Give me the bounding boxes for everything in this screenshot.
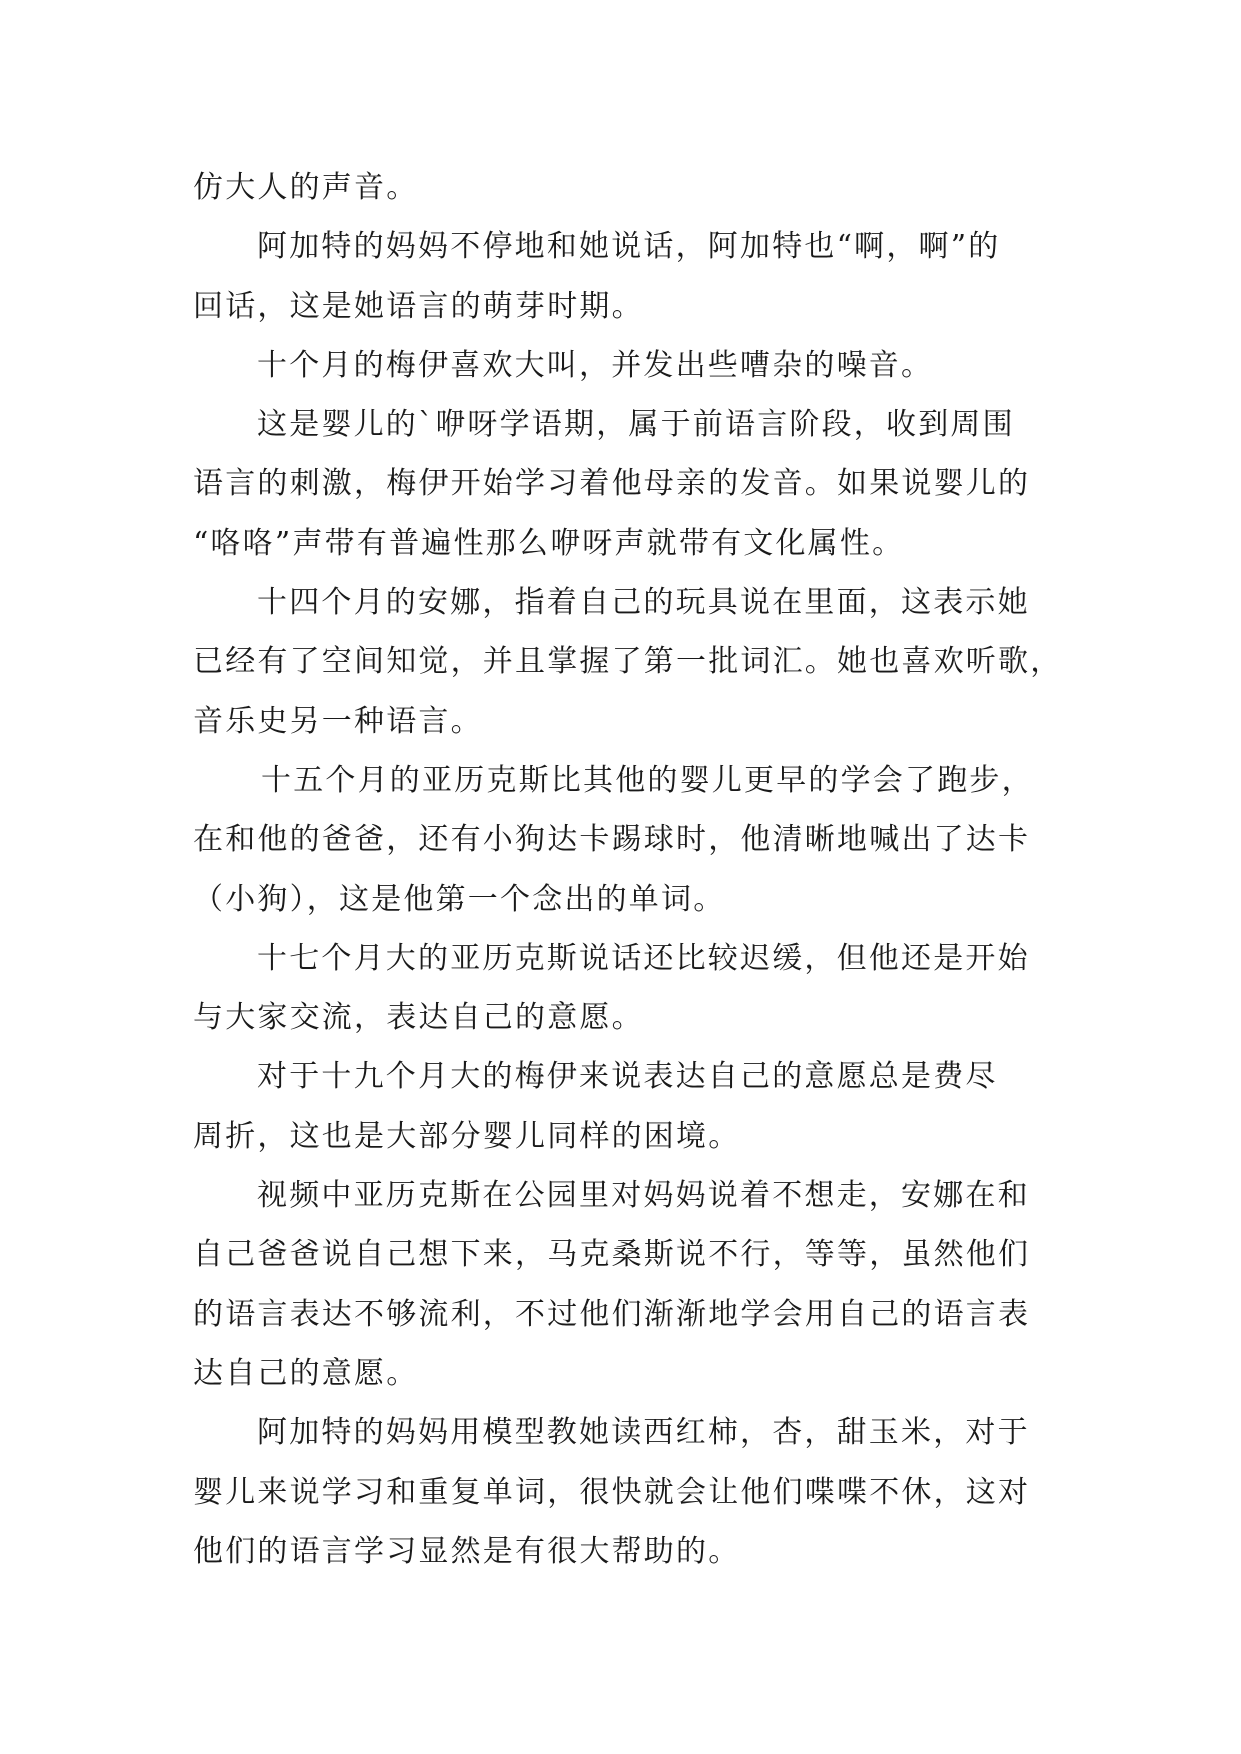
paragraph-first-line: 阿加特的妈妈用模型教她读西红柿，杏，甜玉米，对于 <box>257 1415 1030 1451</box>
text-line: 在和他的爸爸，还有小狗达卡踢球时，他清晰地喊出了达卡 <box>193 822 1031 858</box>
paragraph-first-line: 阿加特的妈妈不停地和她说话，阿加特也“啊，啊”的 <box>257 229 1001 265</box>
paragraph-first-line: 十个月的梅伊喜欢大叫，并发出些嘈杂的噪音。 <box>257 347 934 383</box>
text-line: 的语言表达不够流利，不过他们渐渐地学会用自己的语言表 <box>193 1296 1031 1332</box>
paragraph-first-line: 十七个月大的亚历克斯说话还比较迟缓，但他还是开始 <box>257 940 1030 976</box>
text-line: 语言的刺激，梅伊开始学习着他母亲的发音。如果说婴儿的 <box>193 466 1031 502</box>
paragraph-first-line: 十四个月的安娜，指着自己的玩具说在里面，这表示她 <box>257 585 1030 621</box>
paragraph-first-line: 对于十九个月大的梅伊来说表达自己的意愿总是费尽 <box>257 1059 998 1095</box>
text-line: 周折，这也是大部分婴儿同样的困境。 <box>193 1118 741 1154</box>
text-line: 音乐史另一种语言。 <box>193 703 483 739</box>
paragraph-first-line: 十五个月的亚历克斯比其他的婴儿更早的学会了跑步， <box>261 762 1034 798</box>
text-line: 仿大人的声音。 <box>193 170 419 205</box>
paragraph-first-line: 这是婴儿的`咿呀学语期，属于前语言阶段，收到周围 <box>257 407 1015 443</box>
text-line: 与大家交流，表达自己的意愿。 <box>193 1000 644 1036</box>
text-line: 自己爸爸说自己想下来，马克桑斯说不行，等等，虽然他们 <box>193 1237 1031 1273</box>
text-line: 婴儿来说学习和重复单词，很快就会让他们喋喋不休，这对 <box>193 1474 1031 1510</box>
text-line: （小狗），这是他第一个念出的单词。 <box>193 881 726 917</box>
document-body <box>193 158 1063 1581</box>
paragraph-first-line: 视频中亚历克斯在公园里对妈妈说着不想走，安娜在和 <box>257 1178 1030 1214</box>
text-line: 回话，这是她语言的萌芽时期。 <box>193 288 644 324</box>
text-line: 达自己的意愿。 <box>193 1355 419 1391</box>
text-line: 已经有了空间知觉，并且掌握了第一批词汇。她也喜欢听歌， <box>193 644 1063 680</box>
text-line: “咯咯”声带有普遍性那么咿呀声就带有文化属性。 <box>193 525 905 561</box>
text-line: 他们的语言学习显然是有很大帮助的。 <box>193 1533 741 1569</box>
